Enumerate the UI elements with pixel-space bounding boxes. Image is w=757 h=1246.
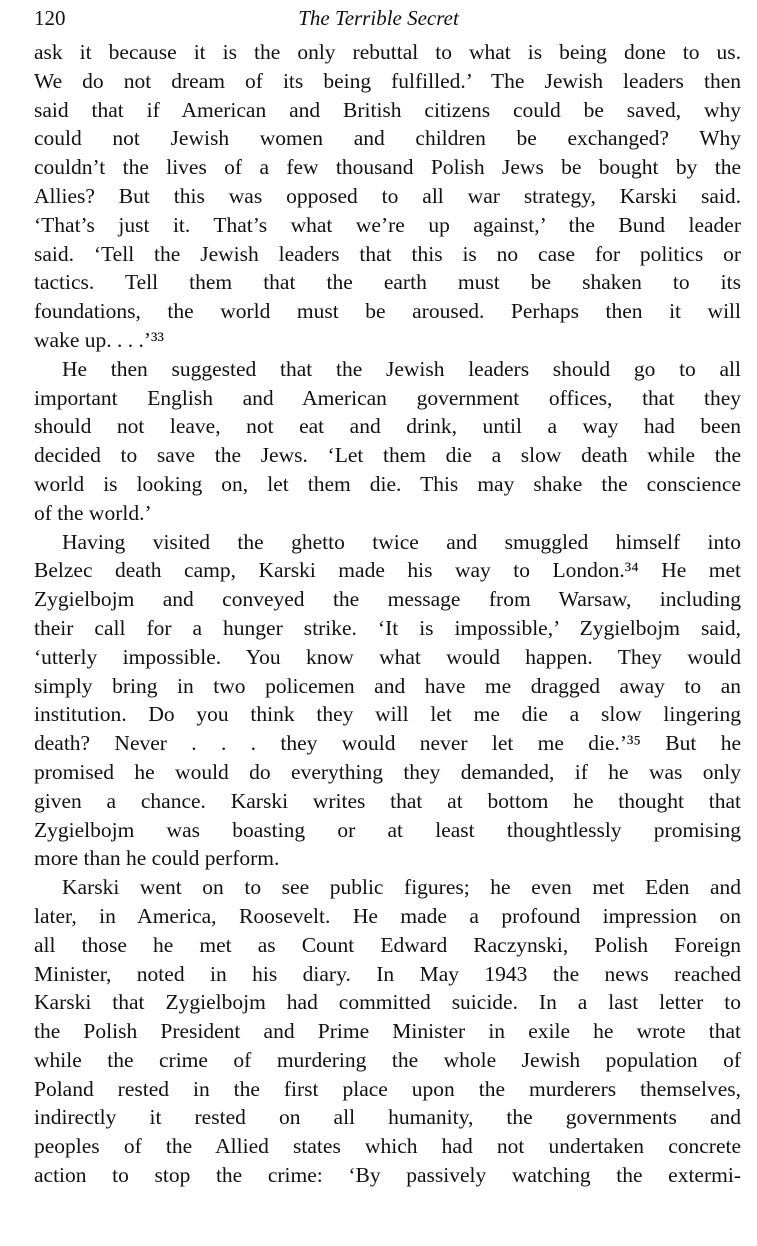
- text-line: Having visited the ghetto twice and smuggled himself into: [62, 529, 741, 554]
- text-line: tactics. Tell them that the earth must be shaken to its: [34, 270, 741, 295]
- text-line: said that if American and British citizens could be saved, why: [34, 97, 741, 122]
- text-line: simply bring in two policemen and have me dragged away to an: [34, 673, 741, 698]
- page-header: [0, 6, 757, 34]
- text-line: Zygielbojm and conveyed the message from Warsaw, including: [34, 587, 741, 612]
- text-line: ‘utterly impossible. You know what would happen. They would: [34, 644, 741, 669]
- text-line: of the world.’: [34, 500, 152, 525]
- text-line: institution. Do you think they will let me die a slow lingering: [34, 702, 741, 727]
- text-line: Allies? But this was opposed to all war strategy, Karski said.: [34, 183, 741, 208]
- text-line: He then suggested that the Jewish leaders should go to all: [62, 356, 741, 381]
- text-line: world is looking on, let them die. This may shake the conscience: [34, 471, 741, 496]
- text-line: the Polish President and Prime Minister in exile he wrote that: [34, 1019, 741, 1044]
- text-line: Karski went on to see public figures; he even met Eden and: [62, 875, 741, 900]
- text-line: promised he would do everything they demanded, if he was only: [34, 759, 741, 784]
- text-line: all those he met as Count Edward Raczynski, Polish Foreign: [34, 932, 741, 957]
- page-number: 120: [34, 6, 66, 30]
- body-text: [34, 38, 741, 1190]
- text-line: Zygielbojm was boasting or at least thoughtlessly promising: [34, 817, 741, 842]
- text-line: later, in America, Roosevelt. He made a profound impression on: [34, 903, 741, 928]
- text-line: Minister, noted in his diary. In May 1943 the news reached: [34, 961, 741, 986]
- text-line: decided to save the Jews. ‘Let them die a slow death while the: [34, 443, 741, 468]
- text-line: Belzec death camp, Karski made his way to London.³⁴ He met: [34, 558, 741, 583]
- text-line: while the crime of murdering the whole Jewish population of: [34, 1047, 741, 1072]
- running-title: The Terrible Secret: [298, 6, 459, 30]
- text-line: should not leave, not eat and drink, until a way had been: [34, 414, 741, 439]
- text-line: foundations, the world must be aroused. Perhaps then it will: [34, 299, 741, 324]
- text-line: ask it because it is the only rebuttal to what is being done to us.: [34, 40, 741, 64]
- text-line: more than he could perform.: [34, 846, 280, 871]
- text-line: Poland rested in the first place upon the murderers themselves,: [34, 1076, 741, 1101]
- text-line: important English and American government offices, that they: [34, 385, 741, 410]
- text-line: their call for a hunger strike. ‘It is impossible,’ Zygielbojm said,: [34, 615, 741, 640]
- text-line: said. ‘Tell the Jewish leaders that this is no case for politics or: [34, 241, 741, 266]
- text-line: given a chance. Karski writes that at bottom he thought that: [34, 788, 741, 813]
- text-line: action to stop the crime: ‘By passively watching the extermi-: [34, 1163, 741, 1188]
- text-line: indirectly it rested on all humanity, the governments and: [34, 1105, 741, 1130]
- text-line: death? Never . . . they would never let me die.’³⁵ But he: [34, 731, 741, 756]
- text-line: couldn’t the lives of a few thousand Polish Jews be bought by the: [34, 155, 741, 180]
- text-line: peoples of the Allied states which had not undertaken concrete: [34, 1134, 741, 1159]
- text-line: wake up. . . .’³³: [34, 327, 164, 352]
- text-line: could not Jewish women and children be exchanged? Why: [34, 126, 741, 151]
- text-line: Karski that Zygielbojm had committed suicide. In a last letter to: [34, 990, 741, 1015]
- text-line: We do not dream of its being fulfilled.’ The Jewish leaders then: [34, 68, 741, 93]
- text-line: ‘That’s just it. That’s what we’re up against,’ the Bund leader: [34, 212, 741, 237]
